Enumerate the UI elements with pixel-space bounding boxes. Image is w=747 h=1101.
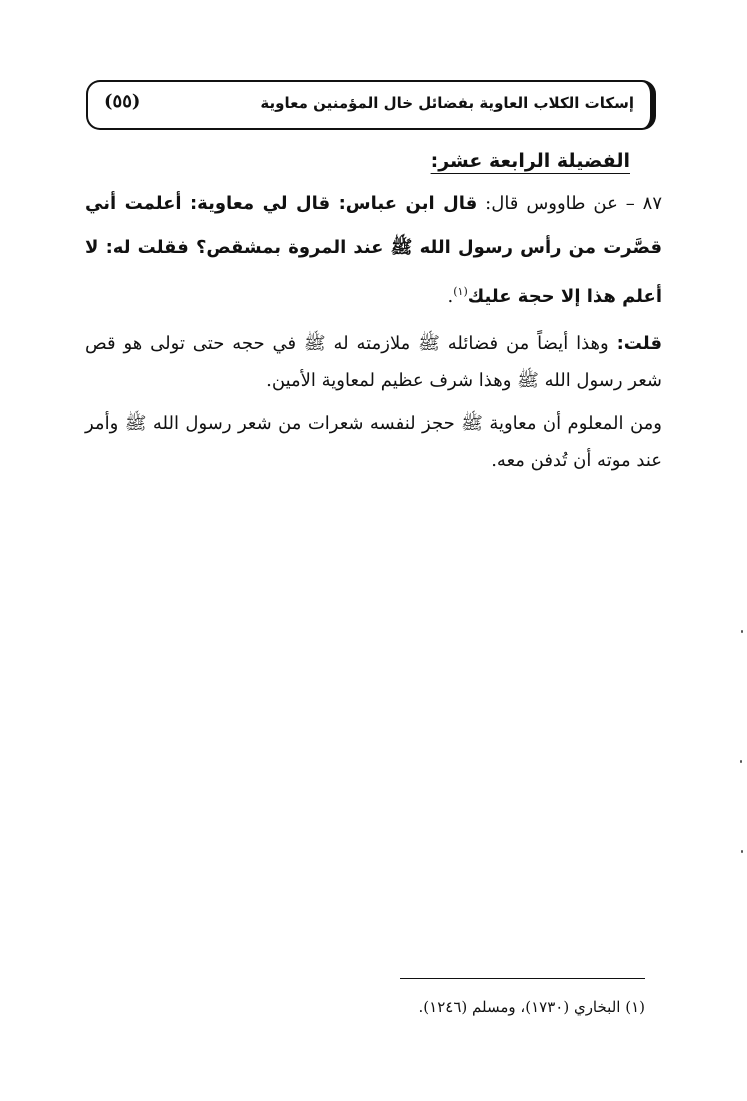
footnote-marker: (١): [453, 285, 468, 298]
scan-speck: [741, 850, 743, 853]
scan-speck: [741, 630, 743, 633]
hadith-paragraph: [85, 182, 662, 319]
scan-speck: [740, 760, 742, 763]
footnote-divider: [400, 978, 645, 979]
section-heading: الفضيلة الرابعة عشر:: [430, 150, 630, 172]
page-header: [86, 80, 656, 130]
page-content: [85, 146, 662, 479]
hadith-text: قال ابن عباس: قال لي معاوية: أعلمت أني قصَّرت من رأس رسول الله ﷺ عند المروة بمشقص؟ فقلت له: لا أعلم هذا إلا حجة عليك: [85, 193, 662, 307]
hadith-number: ٨٧ – عن طاووس قال:: [485, 193, 662, 214]
commentary-text: وهذا أيضاً من فضائله ﷺ ملازمته له ﷺ في حجه حتى تولى هو قص شعر رسول الله ﷺ وهذا شرف عظيم لمعاوية الأمين.: [85, 333, 662, 391]
second-paragraph: [85, 405, 662, 479]
commentary-label: قلت:: [616, 333, 662, 354]
hadith-end: .: [447, 286, 454, 307]
second-paragraph-text: ومن المعلوم أن معاوية ﷺ حجز لنفسه شعرات من شعر رسول الله ﷺ وأمر عند موته أن تُدفن معه.: [85, 413, 662, 471]
page-number: (٥٥): [104, 91, 141, 112]
footnote: (١) البخاري (١٧٣٠)، ومسلم (١٢٤٦).: [418, 998, 645, 1016]
book-title: إسكات الكلاب العاوية بفضائل خال المؤمنين معاوية: [260, 94, 634, 112]
commentary-paragraph: [85, 325, 662, 399]
